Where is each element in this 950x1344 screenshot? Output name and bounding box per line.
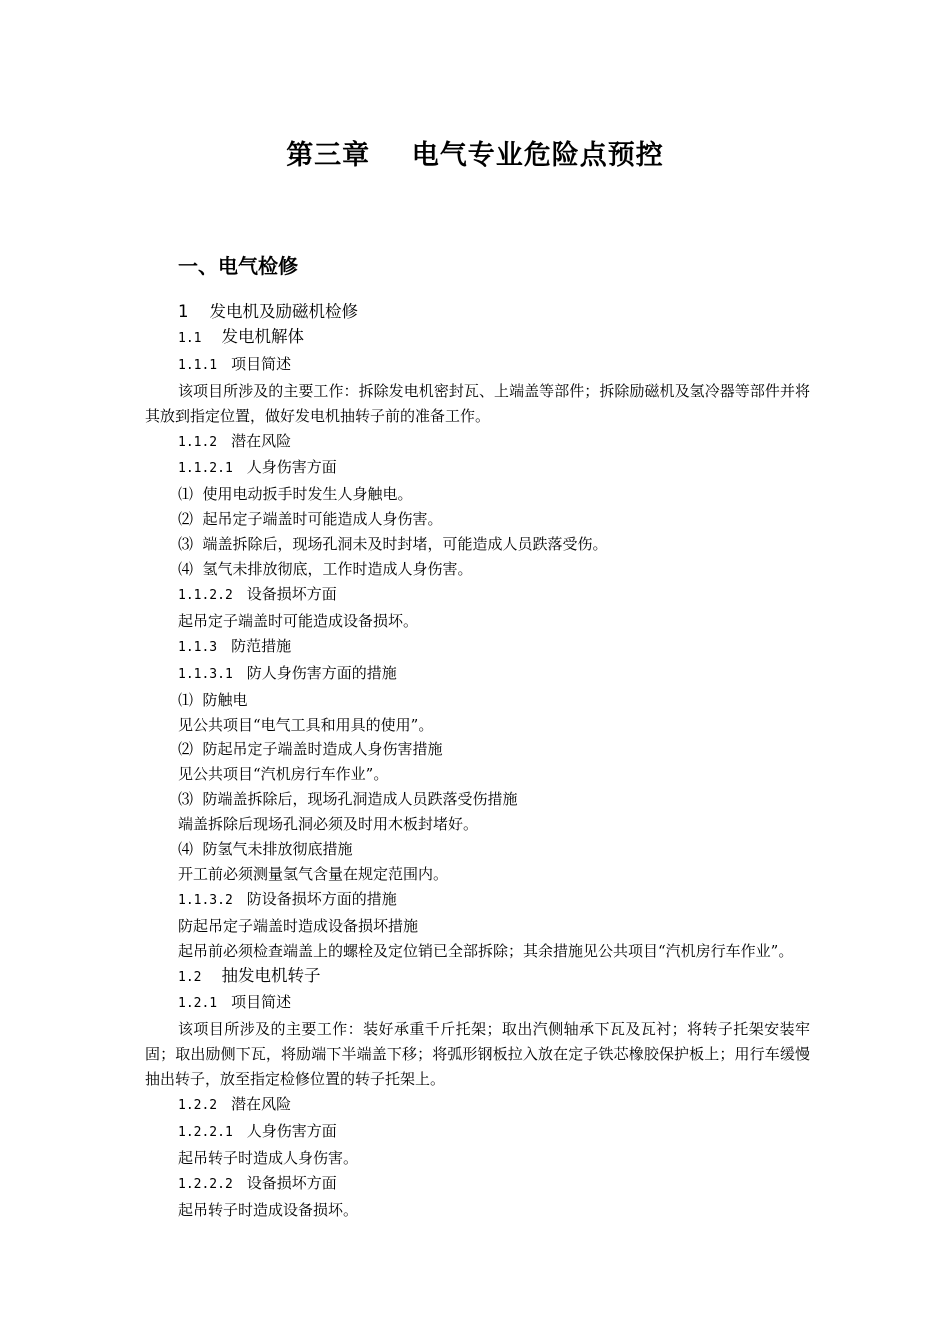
heading-number: 1.2 (178, 969, 202, 985)
heading-1-1-2-1 (145, 455, 810, 482)
heading-1-1-2 (145, 429, 810, 456)
heading-1-2-1 (145, 990, 810, 1017)
heading-1-2-2-1 (145, 1119, 810, 1146)
heading-text: 人身伤害方面 (246, 458, 337, 477)
heading-text: 潜在风险 (231, 1095, 292, 1114)
heading-number: 1.1.3.1 (178, 666, 233, 682)
risk-item-3: ⑶ 端盖拆除后，现场孔洞未及时封堵，可能造成人员跌落受伤。 (178, 535, 608, 554)
measure-text-3: 端盖拆除后现场孔洞必须及时用木板封堵好。 (178, 815, 479, 834)
measure-item-4: ⑷ 防氢气未排放彻底措施 (178, 840, 353, 859)
heading-number: 1.2.2.1 (178, 1125, 233, 1140)
measure-item-1: ⑴ 防触电 (178, 690, 248, 709)
heading-text: 防设备损坏方面的措施 (246, 889, 397, 908)
measure-item-2: ⑵ 防起吊定子端盖时造成人身伤害措施 (178, 740, 443, 759)
heading-number: 1.1.2 (178, 434, 218, 450)
heading-1-1-3-1 (145, 661, 810, 688)
heading-1-2-2-2 (145, 1171, 810, 1198)
heading-number: 1.1.1 (178, 357, 218, 373)
equipment-measure-title: 防起吊定子端盖时造成设备损坏措施 (178, 916, 419, 935)
heading-text: 人身伤害方面 (246, 1122, 337, 1140)
heading-1-1-3-2 (145, 887, 810, 914)
heading-1-1-1 (145, 352, 810, 379)
heading-text: 设备损坏方面 (246, 1173, 337, 1192)
heading-1-2 (145, 964, 810, 991)
heading-number: 1.1 (178, 330, 202, 346)
heading-number: 1.1.3 (178, 639, 218, 655)
measure-text-2: 见公共项目“汽机房行车作业”。 (178, 765, 389, 784)
heading-text: 项目简述 (231, 354, 292, 373)
heading-text: 项目简述 (231, 993, 292, 1012)
risk-item-1: ⑴ 使用电动扳手时发生人身触电。 (178, 485, 413, 504)
measure-text-4: 开工前必须测量氢气含量在规定范围内。 (178, 864, 449, 883)
measure-text-1: 见公共项目“电气工具和用具的使用”。 (178, 715, 434, 734)
damage-text: 起吊定子端盖时可能造成设备损坏。 (178, 611, 419, 630)
document-body (145, 300, 810, 1223)
heading-text: 设备损坏方面 (246, 584, 337, 603)
heading-text: 发电机解体 (221, 326, 304, 346)
heading-number: 1.2.2.2 (178, 1176, 233, 1192)
heading-1-1-3 (145, 634, 810, 661)
risk-item-4: ⑷ 氢气未排放彻底，工作时造成人身伤害。 (178, 560, 473, 579)
paragraph-2: 起吊前必须检查端盖上的螺栓及定位销已全部拆除；其余措施见公共项目“汽机房行车作业”。 (178, 941, 794, 960)
heading-number: 1.1.2.2 (178, 587, 233, 603)
heading-number: 1.2.1 (178, 996, 218, 1012)
heading-1-1 (145, 325, 810, 352)
rotor-injury-text: 起吊转子时造成人身伤害。 (178, 1148, 359, 1167)
section-title: 一、电气检修 (178, 254, 298, 278)
heading-1: 1 发电机及励磁机检修 (178, 302, 358, 321)
heading-text: 防人身伤害方面的措施 (246, 663, 397, 682)
paragraph-1: 该项目所涉及的主要工作：拆除发电机密封瓦、上端盖等部件；拆除励磁机及氢冷器等部件并将其放到指定位置，做好发电机抽转子前的准备工作。 (145, 381, 810, 425)
heading-text: 防范措施 (231, 636, 292, 655)
heading-number: 1.1.2.1 (178, 461, 233, 477)
rotor-damage-text: 起吊转子时造成设备损坏。 (178, 1200, 359, 1219)
chapter-title: 第三章 电气专业危险点预控 (286, 140, 664, 171)
heading-1-1-2-2 (145, 582, 810, 609)
heading-number: 1.1.3.2 (178, 892, 233, 908)
heading-text: 潜在风险 (231, 431, 292, 450)
measure-item-3: ⑶ 防端盖拆除后，现场孔洞造成人员跌落受伤措施 (178, 790, 518, 809)
heading-number: 1.2.2 (178, 1098, 218, 1114)
heading-1-2-2 (145, 1092, 810, 1119)
heading-text: 抽发电机转子 (221, 965, 321, 985)
risk-item-2: ⑵ 起吊定子端盖时可能造成人身伤害。 (178, 510, 443, 529)
paragraph-3: 该项目所涉及的主要工作：装好承重千斤托架；取出汽侧轴承下瓦及瓦衬；将转子托架安装牢固；取出励侧下瓦，将励端下半端盖下移；将弧形钢板拉入放在定子铁芯橡胶保护板上；用行车缓慢抽出转子，放至指定检修位置的转子托架上。 (145, 1020, 810, 1089)
